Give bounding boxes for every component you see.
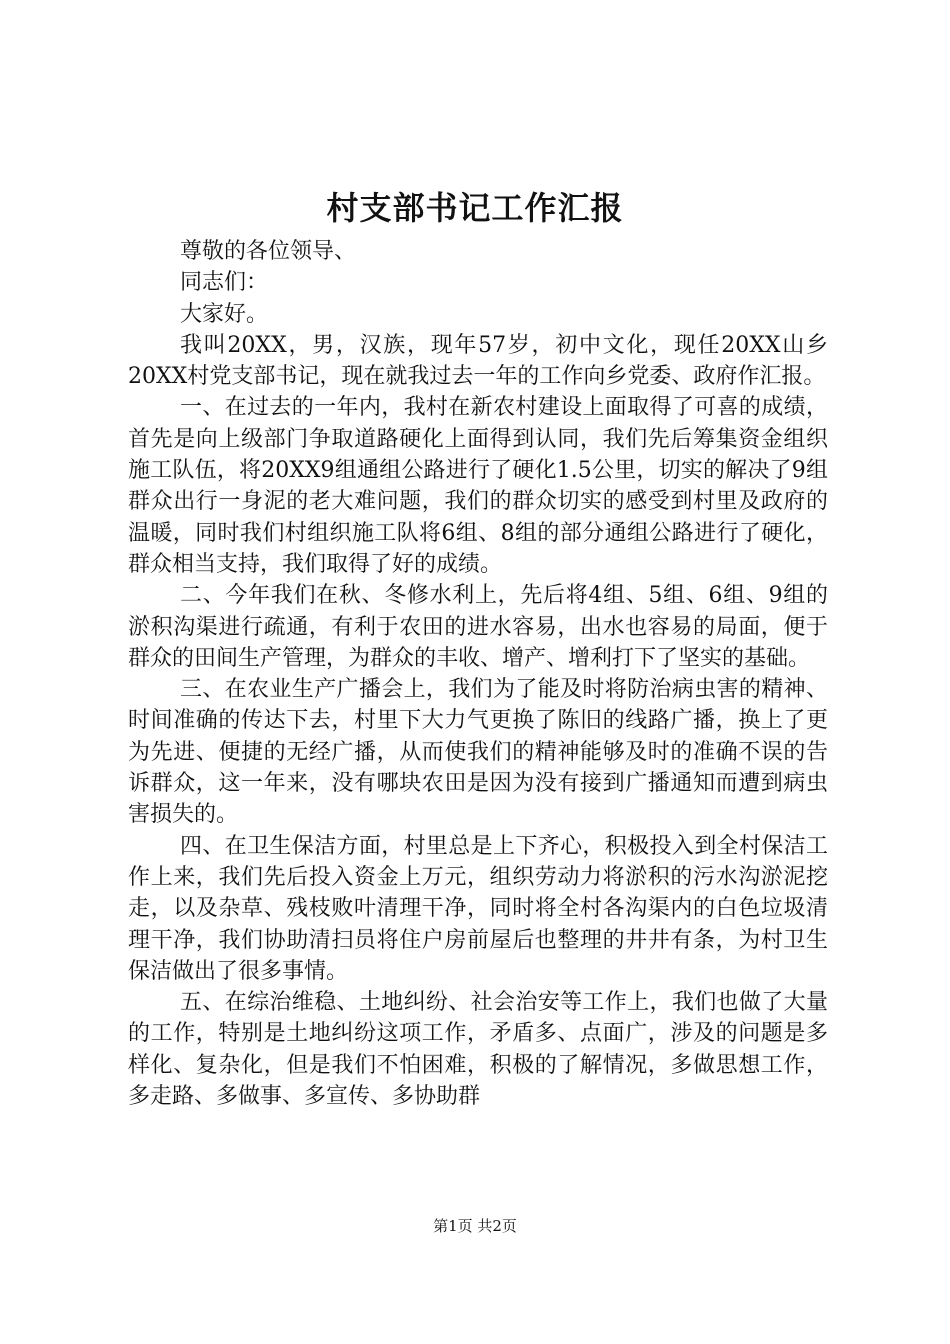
paragraph-two: 二、今年我们在秋、冬修水利上，先后将4组、5组、6组、9组的淤积沟渠进行疏通，有利于农田的进水容易，出水也容易的局面，便于群众的田间生产管理，为群众的丰收、增产、增利打下了坚实的基础。 <box>128 583 828 671</box>
greeting-line: 大家好。 <box>180 301 269 327</box>
page-footer: 第1页 共2页 <box>433 1217 517 1235</box>
paragraph-five: 五、在综治维稳、土地纠纷、社会治安等工作上，我们也做了大量的工作，特别是土地纠纷这项工作，矛盾多、点面广，涉及的问题是多样化、复杂化，但是我们不怕困难，积极的了解情况，多做思想工作，多走路、多做事、多宣传、多协助群 <box>128 990 828 1110</box>
paragraph-three: 三、在农业生产广播会上，我们为了能及时将防治病虫害的精神、时间准确的传达下去，村里下大力气更换了陈旧的线路广播，换上了更为先进、便捷的无经广播，从而使我们的精神能够及时的准确不误的告诉群众，这一年来，没有哪块农田是因为没有接到广播通知而遭到病虫害损失的。 <box>128 677 828 828</box>
paragraph-one: 一、在过去的一年内，我村在新农村建设上面取得了可喜的成绩，首先是向上级部门争取道路硬化上面得到认同，我们先后筹集资金组织施工队伍，将20XX9组通组公路进行了硬化1.5公里，切实的解决了9组群众出行一身泥的老大难问题，我们的群众切实的感受到村里及政府的温暖，同时我们村组织施工队将6组、8组的部分通组公路进行了硬化，群众相当支持，我们取得了好的成绩。 <box>128 395 828 577</box>
document-body <box>128 236 828 1112</box>
paragraph-four: 四、在卫生保洁方面，村里总是上下齐心，积极投入到全村保洁工作上来，我们先后投入资金上万元，组织劳动力将淤积的污水沟淤泥挖走，以及杂草、残枝败叶清理干净，同时将全村各沟渠内的白色垃圾清理干净，我们协助清扫员将住户房前屋后也整理的井井有条，为村卫生保洁做出了很多事情。 <box>128 833 828 984</box>
document-title: 村支部书记工作汇报 <box>326 189 624 227</box>
greeting-line: 同志们： <box>180 270 269 296</box>
paragraph-intro: 我叫20XX，男，汉族，现年57岁，初中文化，现任20XX山乡20XX村党支部书记，现在就我过去一年的工作向乡党委、政府作汇报。 <box>128 332 828 390</box>
greeting-line: 尊敬的各位领导、 <box>180 239 357 264</box>
